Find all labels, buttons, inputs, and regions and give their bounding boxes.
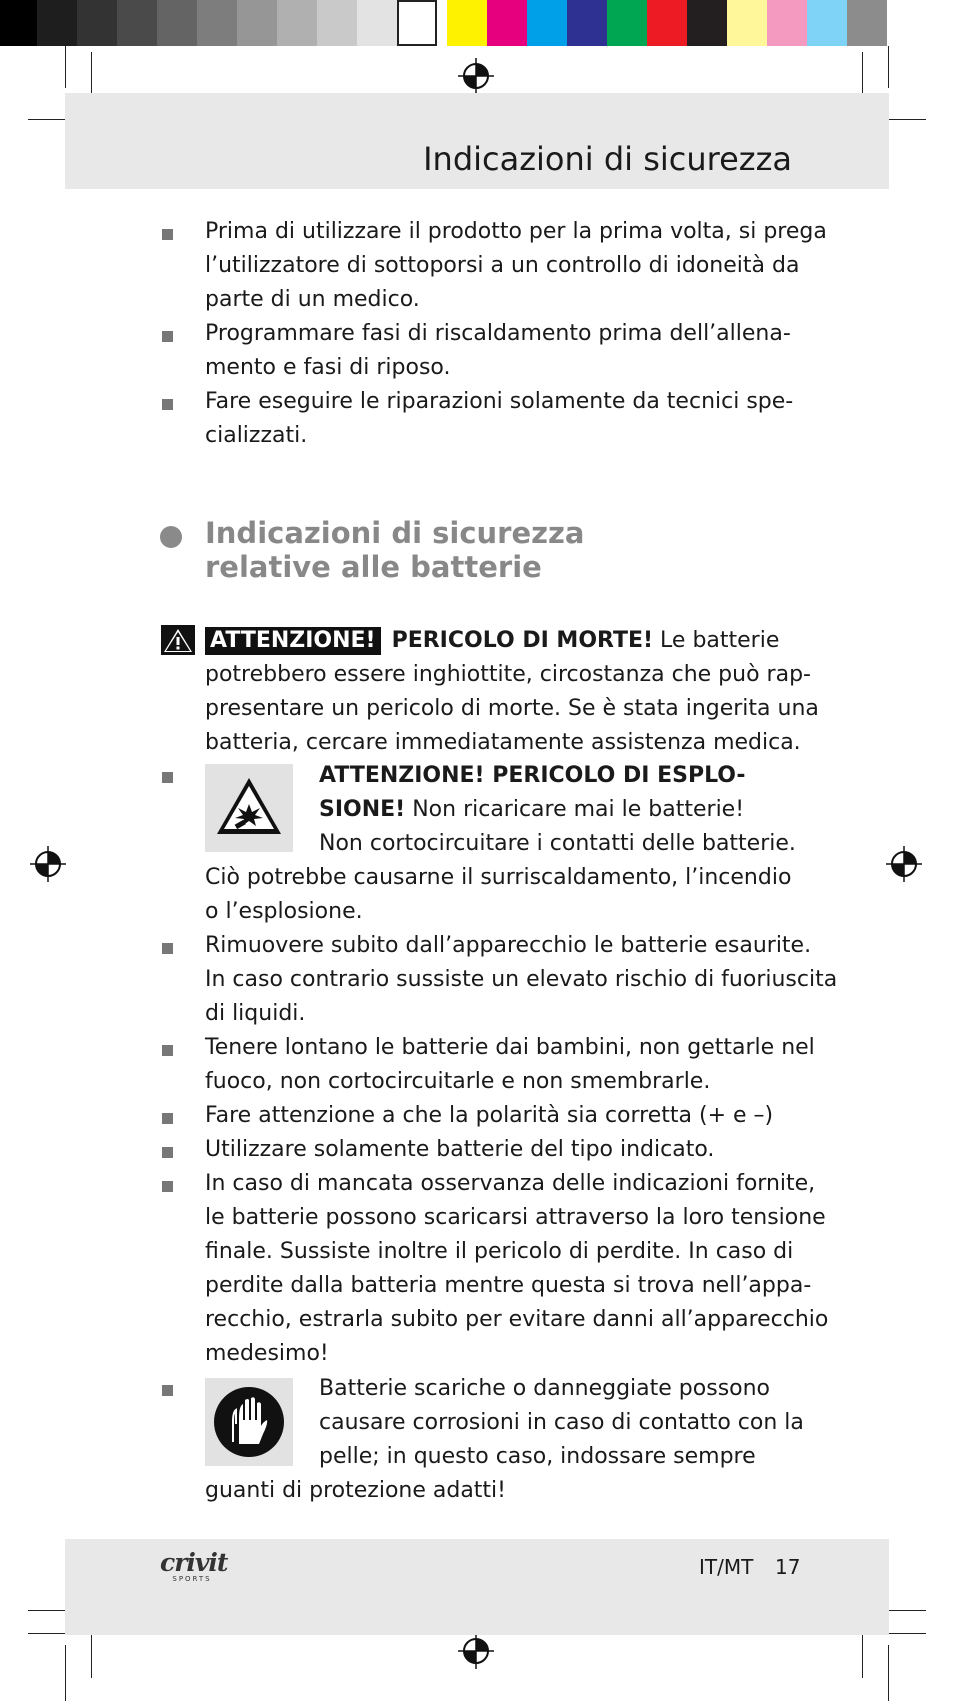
color-swatch	[607, 0, 647, 46]
page-number: 17	[775, 1555, 801, 1579]
brand-logo: crivit	[160, 1548, 228, 1577]
brand-logo-subtitle: SPORTS	[172, 1575, 212, 1583]
print-color-bar	[0, 0, 954, 46]
registration-mark-icon	[30, 846, 66, 882]
language-code: IT/MT	[699, 1555, 754, 1579]
warning-triangle-icon	[161, 625, 195, 655]
color-swatch	[767, 0, 807, 46]
bullet-marker	[162, 399, 173, 410]
warning-heading: PERICOLO DI MORTE!	[391, 628, 654, 653]
color-swatch	[77, 0, 117, 46]
color-swatch	[847, 0, 887, 46]
registration-mark-icon	[458, 58, 494, 94]
color-swatch	[237, 0, 277, 46]
color-swatch	[157, 0, 197, 46]
color-swatch	[647, 0, 687, 46]
color-swatch	[317, 0, 357, 46]
section-bullet	[160, 526, 182, 548]
list-item: Rimuovere subito dall’apparecchio le batterie esaurite. In caso contrario sussiste un elevato rischio di fuoriuscita di liquidi.	[205, 933, 838, 1026]
gloves-pictogram	[205, 1378, 293, 1466]
bullet-marker	[162, 1113, 173, 1124]
color-swatch	[117, 0, 157, 46]
bullet-marker	[162, 943, 173, 954]
protective-gloves-icon	[205, 1378, 293, 1466]
bullet-marker	[162, 1147, 173, 1158]
color-swatch	[37, 0, 77, 46]
bullet-marker	[162, 229, 173, 240]
bullet-marker	[162, 772, 173, 783]
list-item: In caso di mancata osservanza delle indicazioni fornite, le batterie possono scaricarsi attraverso la loro tensione finale. Sussiste inoltre il pericolo di perdite. In caso di perdite dalla batteria mentre questa si trova nell’appa- recchio, estrarla subito per evitare danni all’apparecchio medesimo!	[205, 1171, 829, 1366]
color-swatch	[357, 0, 397, 46]
bullet-marker	[162, 331, 173, 342]
explosion-warning-continued: Ciò potrebbe causarne il surriscaldamento, l’incendio o l’esplosione.	[205, 865, 792, 924]
warning-paragraph: ATTENZIONE! PERICOLO DI MORTE! Le batterie potrebbero essere inghiottite, circostanza che può rap- presentare un pericolo di morte. Se è stata ingerita una batteria, cercare immediatamente assistenza medica.	[205, 628, 819, 755]
explosion-hazard-icon	[205, 764, 293, 852]
gloves-warning-continued: guanti di protezione adatti!	[205, 1478, 506, 1503]
page-title: Indicazioni di sicurezza	[423, 140, 792, 178]
bullet-marker	[162, 1045, 173, 1056]
color-swatch	[397, 0, 437, 46]
color-swatch	[447, 0, 487, 46]
list-item: Prima di utilizzare il prodotto per la prima volta, si prega l’utilizzatore di sottoporsi a un controllo di idoneità da parte di un medico.	[205, 219, 827, 312]
section-title: Indicazioni di sicurezza relative alle batterie	[205, 516, 585, 584]
color-swatch	[487, 0, 527, 46]
color-swatch	[197, 0, 237, 46]
color-swatch	[277, 0, 317, 46]
color-swatch	[0, 0, 37, 46]
list-item: Fare attenzione a che la polarità sia corretta (+ e –)	[205, 1103, 774, 1128]
color-swatch	[807, 0, 847, 46]
list-item: Fare eseguire le riparazioni solamente da tecnici spe- cializzati.	[205, 389, 794, 448]
explosion-warning: ATTENZIONE! PERICOLO DI ESPLO- SIONE! Non ricaricare mai le batterie! Non cortocircuitare i contatti delle batterie.	[319, 763, 796, 856]
registration-mark-icon	[458, 1633, 494, 1669]
color-swatch	[567, 0, 607, 46]
list-item: Utilizzare solamente batterie del tipo indicato.	[205, 1137, 715, 1162]
color-swatch	[527, 0, 567, 46]
explosion-pictogram	[205, 764, 293, 852]
registration-mark-icon	[886, 846, 922, 882]
bullet-marker	[162, 1385, 173, 1396]
list-item: Tenere lontano le batterie dai bambini, non gettarle nel fuoco, non cortocircuitarle e non smembrarle.	[205, 1035, 815, 1094]
color-swatch	[687, 0, 727, 46]
color-swatch	[727, 0, 767, 46]
attention-badge: ATTENZIONE!	[205, 627, 381, 655]
bullet-marker	[162, 1181, 173, 1192]
gloves-warning: Batterie scariche o danneggiate possono causare corrosioni in caso di contatto con la pelle; in questo caso, indossare sempre	[319, 1376, 804, 1469]
list-item: Programmare fasi di riscaldamento prima dell’allena- mento e fasi di riposo.	[205, 321, 791, 380]
